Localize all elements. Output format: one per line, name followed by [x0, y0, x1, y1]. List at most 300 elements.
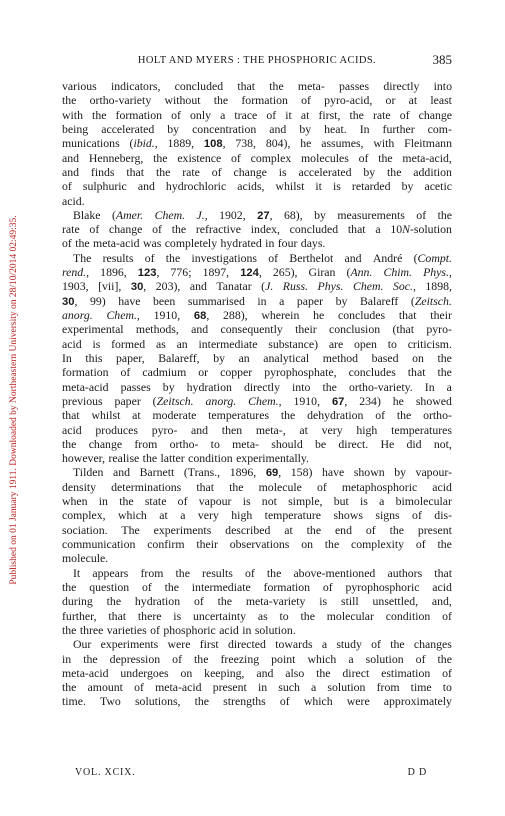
word: further, [62, 608, 97, 623]
word: directed [227, 637, 266, 652]
word: of [322, 579, 333, 594]
word: 1902, [219, 207, 246, 222]
word: in [257, 293, 267, 308]
word: it [285, 107, 292, 122]
word: (Zeitsch. [410, 293, 452, 308]
word: pyrophosphate, [264, 365, 337, 380]
page-number: 385 [432, 52, 452, 67]
word: change [108, 222, 143, 237]
word: experiments [100, 637, 159, 652]
word: high [231, 508, 253, 523]
word: Tanatar [216, 279, 252, 294]
word: ortho- [423, 408, 452, 423]
word: as [257, 608, 268, 623]
text-line [62, 222, 452, 236]
word: Henneberg, [88, 150, 144, 165]
word: by [335, 293, 348, 308]
word: addition [413, 164, 452, 179]
word: and [137, 179, 155, 194]
word: meta-acid, [402, 150, 452, 165]
word: munications [62, 136, 120, 151]
word: formed [111, 336, 146, 351]
word: (Trans., [183, 465, 221, 480]
word: there [137, 608, 162, 623]
word: but [333, 494, 349, 509]
word: from [376, 680, 400, 695]
word: end [334, 522, 352, 537]
word: of [152, 222, 162, 237]
word: a [220, 107, 226, 122]
word: acid. [62, 193, 85, 208]
text-line [62, 508, 452, 522]
word: of [412, 508, 422, 523]
word: shows [333, 508, 363, 523]
word: rate [372, 107, 391, 122]
word: directly [243, 379, 280, 394]
word: The [121, 522, 140, 537]
word: to [442, 680, 452, 695]
word: of [316, 479, 327, 494]
word: 1910, [293, 393, 321, 408]
word: paper [114, 393, 141, 408]
word: and [62, 164, 80, 179]
word: he [392, 393, 404, 408]
word: 738, [235, 136, 257, 151]
word: still [340, 594, 359, 609]
word: without [164, 93, 201, 108]
word: that [108, 608, 127, 623]
word: also [285, 665, 305, 680]
word: meta-variety [245, 594, 306, 609]
word: passes [120, 379, 151, 394]
word: time [410, 680, 432, 695]
word: Fleitmann [404, 136, 452, 151]
word: change [233, 164, 267, 179]
word: (that [392, 322, 415, 337]
word: hydration [134, 594, 181, 609]
word: sociation. [62, 522, 108, 537]
word: 108, [203, 136, 226, 151]
word: meta-acid [155, 680, 202, 695]
word: the [300, 608, 315, 623]
word: concentration [192, 121, 257, 136]
word: 1903, [62, 279, 89, 294]
word: complexity [351, 537, 405, 551]
word: of [62, 179, 72, 194]
word: 30, [130, 279, 147, 294]
word: meta-acid [93, 236, 140, 251]
word: 69, [265, 465, 282, 480]
word: very [321, 422, 343, 437]
word: acid [62, 422, 82, 437]
word: the [390, 637, 405, 652]
word: acetic [424, 179, 452, 194]
word: he [300, 136, 312, 151]
word: of [172, 651, 182, 666]
word: the [213, 93, 229, 108]
word: by [363, 164, 376, 179]
word: The [73, 250, 92, 265]
text-line [62, 551, 452, 565]
word: (Compt. [413, 250, 452, 265]
word: the [106, 594, 122, 609]
word: of [301, 93, 311, 108]
word: an [176, 336, 188, 351]
word: of [89, 222, 100, 237]
word: acid [432, 479, 452, 494]
word: Chem. [352, 279, 384, 294]
word: molecules [301, 150, 349, 165]
word: during [62, 594, 93, 609]
text-line [62, 594, 452, 608]
word: the [153, 150, 168, 165]
word: paper, [116, 350, 145, 365]
word: of [365, 522, 376, 537]
text-line [62, 523, 452, 537]
word: into [433, 79, 452, 93]
word: the [280, 408, 296, 423]
word: investigations [191, 250, 258, 265]
word: sulphuric [82, 179, 127, 194]
word: complex, [62, 508, 106, 523]
paragraph [62, 566, 452, 638]
word: three [79, 622, 104, 637]
word: or [198, 365, 209, 380]
word: was [142, 236, 162, 251]
word: the [229, 479, 244, 494]
word: molecule. [62, 551, 109, 566]
word: In [359, 121, 370, 136]
word: direct. [338, 436, 369, 451]
word: and [62, 150, 80, 165]
word: in [257, 680, 268, 695]
word: condition [188, 451, 233, 466]
word: retarded [351, 179, 391, 194]
word: paper [296, 293, 324, 308]
word: direct [342, 665, 370, 680]
word: as [155, 336, 166, 351]
text-line [62, 637, 452, 651]
word: time. [62, 694, 86, 709]
word: from [140, 565, 164, 580]
word: a [348, 651, 354, 666]
text-line [62, 265, 452, 279]
word: experimentally. [236, 451, 309, 466]
word: com- [427, 121, 452, 136]
word: of [62, 236, 72, 251]
word: meta- [297, 79, 325, 93]
word: observations [229, 537, 290, 551]
word: He [380, 436, 395, 451]
word: is [278, 164, 287, 179]
word: the [378, 150, 393, 165]
word: the [62, 680, 77, 695]
word: the [62, 622, 77, 637]
word: the [62, 436, 77, 451]
word: is [242, 494, 251, 509]
word: or [385, 93, 396, 108]
word: which [307, 651, 337, 666]
word: that [237, 79, 256, 93]
word: of [144, 250, 155, 265]
word: of [230, 150, 241, 165]
word: the [437, 350, 452, 365]
word: hydrochloric [165, 179, 227, 194]
word: open [354, 336, 377, 351]
word: solution [365, 651, 404, 666]
text-line [62, 79, 452, 93]
word: wherein [261, 308, 300, 322]
word: the [396, 408, 412, 423]
word: 99) [89, 293, 106, 308]
word: present [212, 680, 247, 695]
word: solution. [254, 622, 296, 637]
word: 203), [155, 279, 181, 294]
word: been [153, 293, 176, 308]
word: Tilden [73, 465, 104, 480]
word: results [102, 250, 134, 265]
word: Balareff [359, 293, 399, 308]
word: Berthelot [289, 250, 334, 265]
word: rate [182, 164, 200, 179]
word: anorg. [205, 393, 237, 408]
word: of [150, 622, 160, 637]
word: (Ann. [346, 265, 373, 280]
word: formation [115, 107, 163, 122]
word: to [279, 608, 289, 623]
word: Two [100, 694, 121, 709]
word: on [412, 350, 424, 365]
word: dis- [434, 508, 452, 523]
article-body [62, 79, 452, 709]
word: the [437, 537, 452, 551]
word: of [415, 651, 426, 666]
word: formation [263, 579, 311, 594]
text-line [62, 165, 452, 179]
word: Giran [308, 265, 336, 280]
text-line [62, 408, 452, 422]
word: the [194, 651, 209, 666]
text-line [62, 151, 452, 165]
word: Soc., [392, 279, 416, 294]
word: of [279, 694, 290, 709]
word: 68, [193, 308, 210, 322]
paragraph [62, 251, 452, 466]
text-line [62, 322, 452, 336]
word: appears [92, 565, 129, 580]
text-line [62, 566, 452, 580]
word: at [408, 93, 418, 108]
word: then [221, 422, 243, 437]
word: unsettled, [372, 594, 419, 609]
word: not, [433, 436, 452, 451]
gathering-signature: D D [407, 767, 427, 778]
word: by [299, 121, 312, 136]
word: (J. [261, 279, 274, 294]
word: accelerated [101, 121, 155, 136]
word: completely [164, 236, 218, 251]
text-line [62, 337, 452, 351]
word: by [401, 179, 414, 194]
word: 1889, [167, 136, 195, 151]
word: at [132, 408, 141, 423]
word: with [62, 107, 83, 122]
word: in [62, 651, 72, 666]
word: study [336, 637, 362, 652]
word: pyro- [426, 322, 452, 337]
word: finds [90, 164, 115, 179]
word: Chem., [248, 393, 282, 408]
word: measurements [337, 207, 405, 222]
word: and [112, 465, 130, 480]
word: rend., [62, 265, 90, 280]
word: the [437, 207, 452, 222]
word: of [358, 150, 369, 165]
word: 1896, [229, 465, 257, 480]
word: Chim. [383, 265, 412, 280]
word: and [189, 279, 207, 294]
word: of [375, 408, 386, 423]
word: Phys. [317, 279, 344, 294]
word: should [271, 436, 303, 451]
word: their [295, 322, 317, 337]
word: is [333, 179, 341, 194]
word: the [155, 164, 171, 179]
word: estimation [381, 665, 431, 680]
word: the [75, 236, 90, 251]
word: of [416, 207, 427, 222]
word: [vii], [98, 279, 122, 294]
word: (Zeitsch. [152, 393, 194, 408]
word: have [321, 465, 345, 480]
word: 27, [257, 207, 273, 222]
text-line [62, 694, 452, 708]
word: acid [432, 579, 452, 594]
word: conclusion [329, 322, 381, 337]
word: an [238, 350, 250, 365]
word: passes [338, 79, 370, 93]
text-line [62, 351, 452, 365]
word: solution [327, 680, 366, 695]
word: which [303, 694, 333, 709]
word: Chem. [154, 207, 186, 222]
word: of [171, 107, 181, 122]
word: Balareff, [158, 350, 200, 365]
text-line [62, 136, 452, 150]
word: Blake [73, 207, 101, 222]
word: approximately [383, 694, 452, 709]
word: the [269, 79, 284, 93]
word: question [89, 579, 130, 594]
text-line [62, 365, 452, 379]
word: and [191, 322, 209, 337]
word: 10N-solution [390, 222, 452, 237]
word: at [159, 508, 168, 523]
word: J., [196, 207, 208, 222]
word: 1910, [153, 308, 181, 322]
word: the [389, 522, 404, 537]
word: pyro-acid, [324, 93, 373, 108]
text-line [62, 609, 452, 623]
word: the [217, 594, 233, 609]
word: method [322, 350, 359, 365]
word: summarised [187, 293, 245, 308]
word: 265), [272, 265, 298, 280]
word: very [197, 508, 219, 523]
word: the [119, 494, 134, 509]
word: that [434, 565, 452, 580]
word: dehydration [307, 408, 364, 423]
word: 68), [283, 207, 303, 222]
word: index, [250, 222, 280, 237]
word: further [382, 121, 415, 136]
word: being [62, 121, 89, 136]
word: by [394, 465, 406, 480]
word: latter [160, 451, 185, 466]
word: a [375, 222, 381, 237]
word: freezing [220, 651, 260, 666]
word: the [83, 651, 98, 666]
word: accelerated [298, 164, 352, 179]
word: and [191, 422, 209, 437]
word: 776; [170, 265, 192, 280]
word: that [126, 164, 145, 179]
word: by [162, 379, 175, 394]
word: the [306, 522, 322, 537]
word: when [62, 494, 88, 509]
word: temperatures [208, 408, 270, 423]
text-line [62, 294, 452, 308]
word: their [196, 537, 218, 551]
word: temperatures [391, 422, 452, 437]
word: intermediate [198, 336, 258, 351]
word: amount [87, 680, 123, 695]
text-line [62, 494, 452, 508]
word: acid [219, 622, 239, 637]
download-watermark [7, 80, 21, 720]
word: realise [108, 451, 140, 466]
word: least [430, 93, 452, 108]
word: four [277, 236, 298, 251]
word: with [373, 136, 395, 151]
word: 234) [359, 393, 381, 408]
word: (Amer. [111, 207, 144, 222]
word: pyro- [151, 422, 178, 437]
word: consequently [220, 322, 283, 337]
word: ortho-variety. [348, 379, 413, 394]
word: acids, [237, 179, 265, 194]
word: 1896, [100, 265, 127, 280]
word: vapour- [415, 465, 452, 480]
word: be [314, 436, 327, 451]
paragraph [62, 208, 452, 251]
word: of [399, 107, 410, 122]
word: acid [62, 336, 82, 351]
word: showed [415, 393, 452, 408]
word: the [62, 579, 77, 594]
text-line [62, 666, 452, 680]
word: In [424, 379, 435, 394]
text-line [62, 236, 452, 250]
word: undergoes [120, 665, 169, 680]
word: a [446, 379, 452, 394]
word: the [175, 565, 190, 580]
word: a [311, 680, 317, 695]
word: of [415, 537, 426, 551]
text-line [62, 394, 452, 408]
word: of [193, 594, 204, 609]
word: strengths [223, 694, 266, 709]
